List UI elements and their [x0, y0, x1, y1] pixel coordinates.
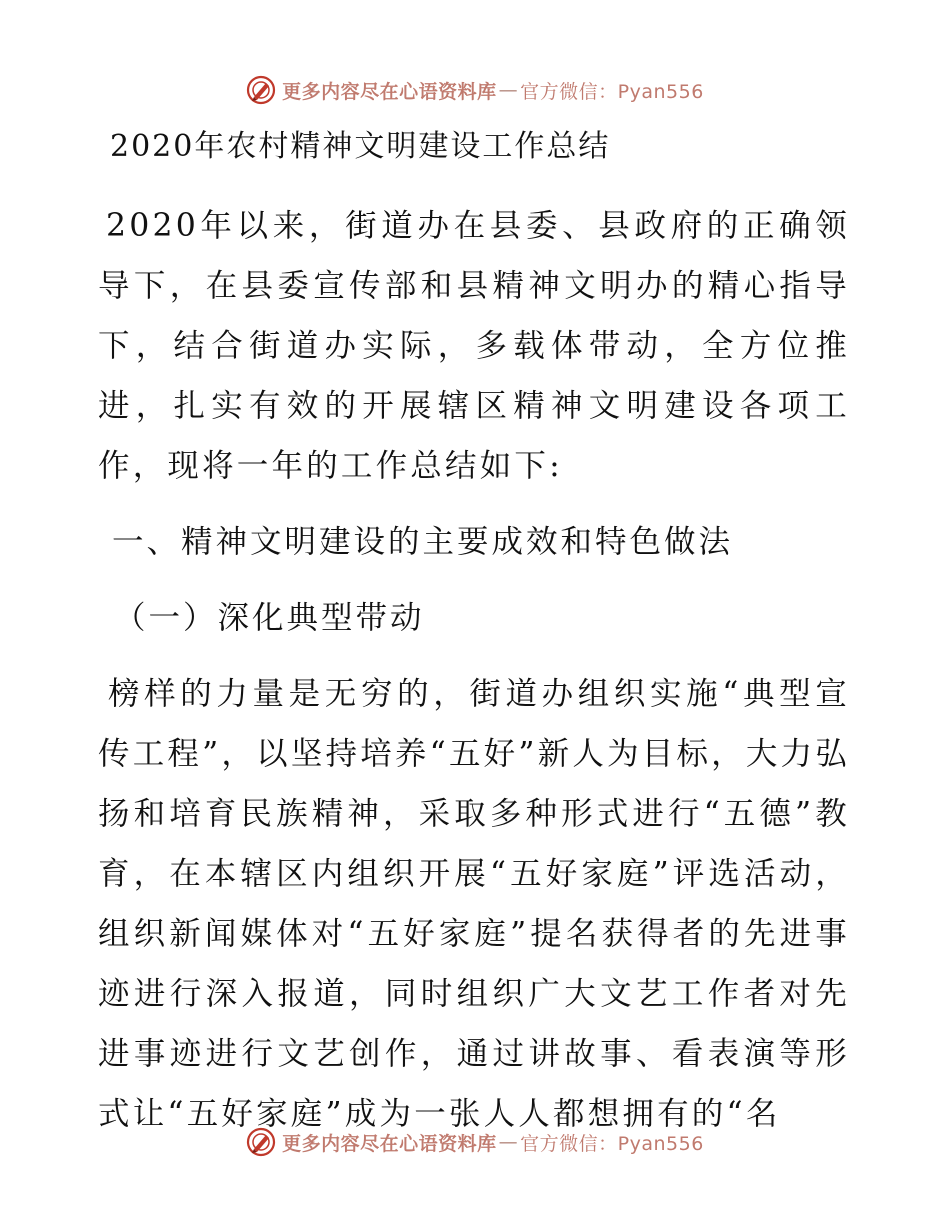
- watermark-brand: 更多内容尽在心语资料库: [282, 1132, 497, 1155]
- pen-logo-icon: [246, 75, 276, 105]
- section-heading: 一、精神文明建设的主要成效和特色做法: [112, 524, 734, 560]
- body-paragraph: 榜样的力量是无穷的，街道办组织实施“典型宣传工程”，以坚持培养“五好”新人为目标，大力弘扬和培育民族精神，采取多种形式进行“五德”教育，在本辖区内组织开展“五好家庭”评选活动，组织新闻媒体对“五好家庭”提名获得者的先进事迹进行深入报道，同时组织广大文艺工作者对先进事迹进行文艺创作，通过讲故事、看表演等形式让“五好家庭”成为一张人人都想拥有的“名: [98, 676, 850, 1132]
- document-body: [98, 120, 850, 1144]
- subsection-heading: （一）深化典型带动: [114, 600, 425, 636]
- watermark-brand: 更多内容尽在心语资料库: [282, 80, 497, 103]
- watermark-separator: —: [498, 1131, 519, 1153]
- watermark-banner-top: [0, 70, 950, 110]
- document-title: 2020年农村精神文明建设工作总结: [110, 129, 611, 164]
- watermark-banner-bottom: [0, 1122, 950, 1162]
- watermark-separator: —: [498, 79, 519, 101]
- watermark-official-account: 官方微信：Pyan556: [520, 1132, 704, 1155]
- intro-paragraph: 2020年以来，街道办在县委、县政府的正确领导下，在县委宣传部和县精神文明办的精心指导下，结合街道办实际，多载体带动，全方位推进，扎实有效的开展辖区精神文明建设各项工作，现将一年的工作总结如下:: [98, 208, 850, 484]
- watermark-official-account: 官方微信：Pyan556: [520, 80, 704, 103]
- pen-logo-icon: [246, 1127, 276, 1157]
